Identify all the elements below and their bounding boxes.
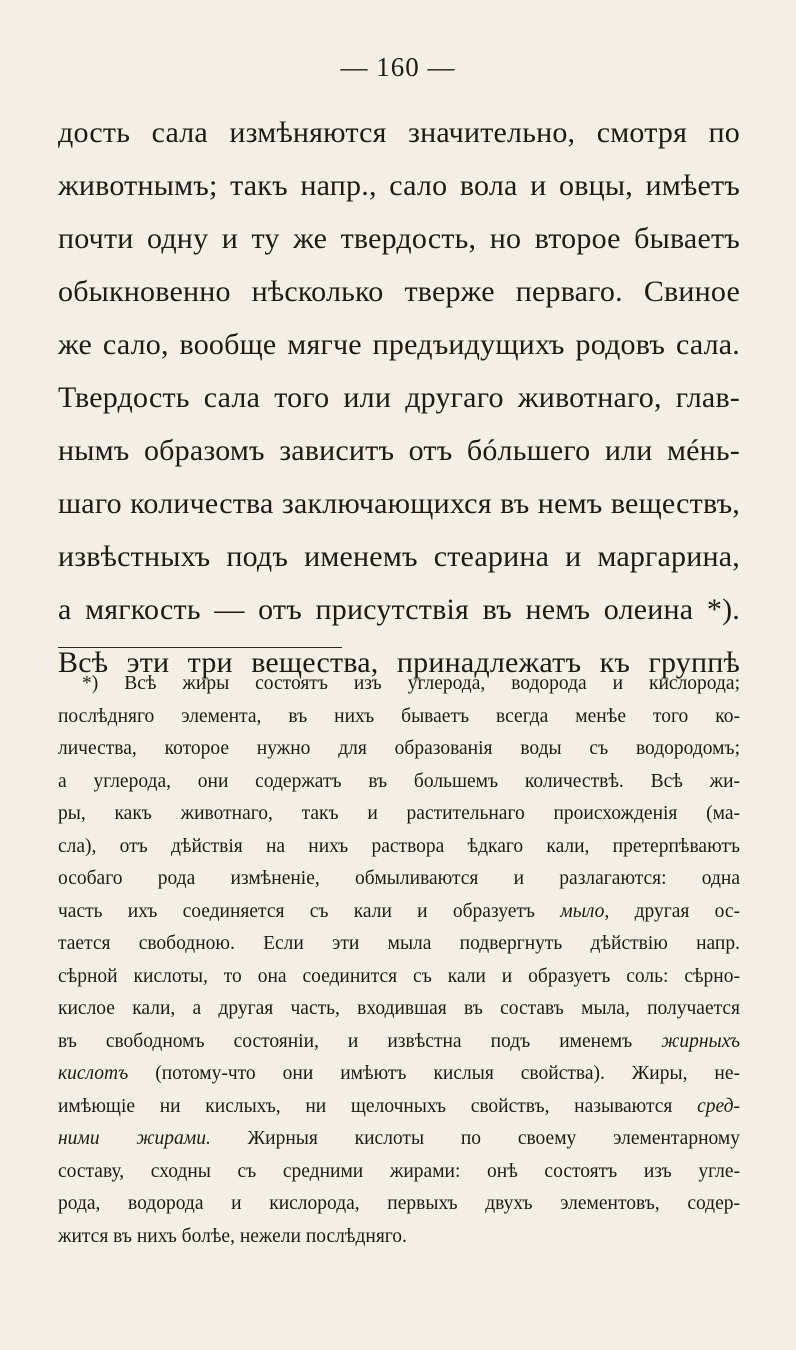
footnote-line: личества, которое нужно для образованія воды съ водородомъ;: [58, 738, 740, 759]
footnote-line: [58, 1058, 740, 1091]
footnote-text: имѣющіе ни кислыхъ, ни щелочныхъ свойствъ, называются: [58, 1095, 673, 1117]
footnote-line: сла), отъ дѣйствія на нихъ раствора ѣдкаго кали, претерпѣваютъ: [58, 835, 740, 857]
footnote-line: составу, сходны съ средними жирами: онѣ состоятъ изъ угле-: [58, 1160, 740, 1182]
footnote-line: тается свободною. Если эти мыла подвергнуть дѣйствію напр.: [58, 933, 740, 954]
footnote-line: [58, 1091, 740, 1124]
italic-term: сред-: [697, 1095, 741, 1117]
footnote-text: (потому-что они имѣютъ кислыя свойства). Жиры, не-: [128, 1063, 740, 1084]
main-text-line: Всѣ эти три вещества, принадлежатъ къ группѣ: [58, 646, 740, 679]
italic-term: ними жирами.: [58, 1128, 211, 1149]
footnote-line: а углерода, они содержатъ въ большемъ количествѣ. Всѣ жи-: [58, 770, 740, 792]
italic-term: жирныхъ: [661, 1030, 740, 1052]
main-text-line: дость сала измѣняются значительно, смотря по: [58, 116, 740, 149]
footnote-line: [58, 1026, 740, 1059]
main-text-line: Твердость сала того или другаго животнаго, глав-: [58, 381, 740, 414]
main-text-line: нымъ образомъ зависитъ отъ бóльшего или мéнь-: [58, 434, 740, 467]
footnote-line: ры, какъ животнаго, такъ и растительнаго происхожденія (ма-: [58, 803, 740, 824]
main-text-line: извѣстныхъ подъ именемъ стеарина и маргарина,: [58, 540, 740, 573]
footnote-line: рода, водорода и кислорода, первыхъ двухъ элементовъ, содер-: [58, 1193, 740, 1214]
footnote-line: особаго рода измѣненіе, обмыливаются и разлагаются: одна: [58, 868, 740, 889]
main-text-line: обыкновенно нѣсколько тверже перваго. Свиное: [58, 275, 740, 308]
footnote-line: кислое кали, а другая часть, входившая въ составъ мыла, получается: [58, 998, 740, 1019]
main-text-line: а мягкость — отъ присутствія въ немъ олеина *).: [58, 593, 740, 626]
footnote-text: Жирныя кислоты по своему элементарному: [210, 1128, 740, 1149]
footnote-line: *) Всѣ жиры состоятъ изъ углерода, водорода и кислорода;: [82, 673, 740, 694]
main-text-line: почти одну и ту же твердость, но второе бываетъ: [58, 222, 740, 255]
footnote-text: въ свободномъ состояніи, и извѣстна подъ именемъ: [58, 1030, 633, 1052]
footnote-line: [58, 1123, 740, 1156]
main-text-line: же сало, вообще мягче предъидущихъ родовъ сала.: [58, 328, 740, 361]
italic-term: кислотъ: [58, 1063, 129, 1084]
main-text-line: шаго количества заключающихся въ немъ веществъ,: [58, 487, 740, 520]
footnote-line: жится въ нихъ болѣе, нежели послѣдняго.: [58, 1225, 407, 1247]
footnote-line: послѣдняго элемента, въ нихъ бываетъ всегда менѣе того ко-: [58, 705, 740, 727]
main-text: [58, 106, 740, 689]
page-number: — 160 —: [340, 52, 456, 82]
footnote-line: [58, 896, 740, 929]
footnote-divider: [58, 647, 342, 648]
main-text-line: животнымъ; такъ напр., сало вола и овцы, имѣетъ: [58, 169, 740, 202]
italic-term: мыло: [560, 900, 605, 922]
footnote: [58, 668, 740, 1253]
footnote-line: сѣрной кислоты, то она соединится съ кали и образуетъ соль: сѣрно-: [58, 965, 740, 987]
footnote-text: часть ихъ соединяется съ кали и образуетъ: [58, 900, 535, 922]
footnote-text: , другая ос-: [604, 900, 741, 922]
